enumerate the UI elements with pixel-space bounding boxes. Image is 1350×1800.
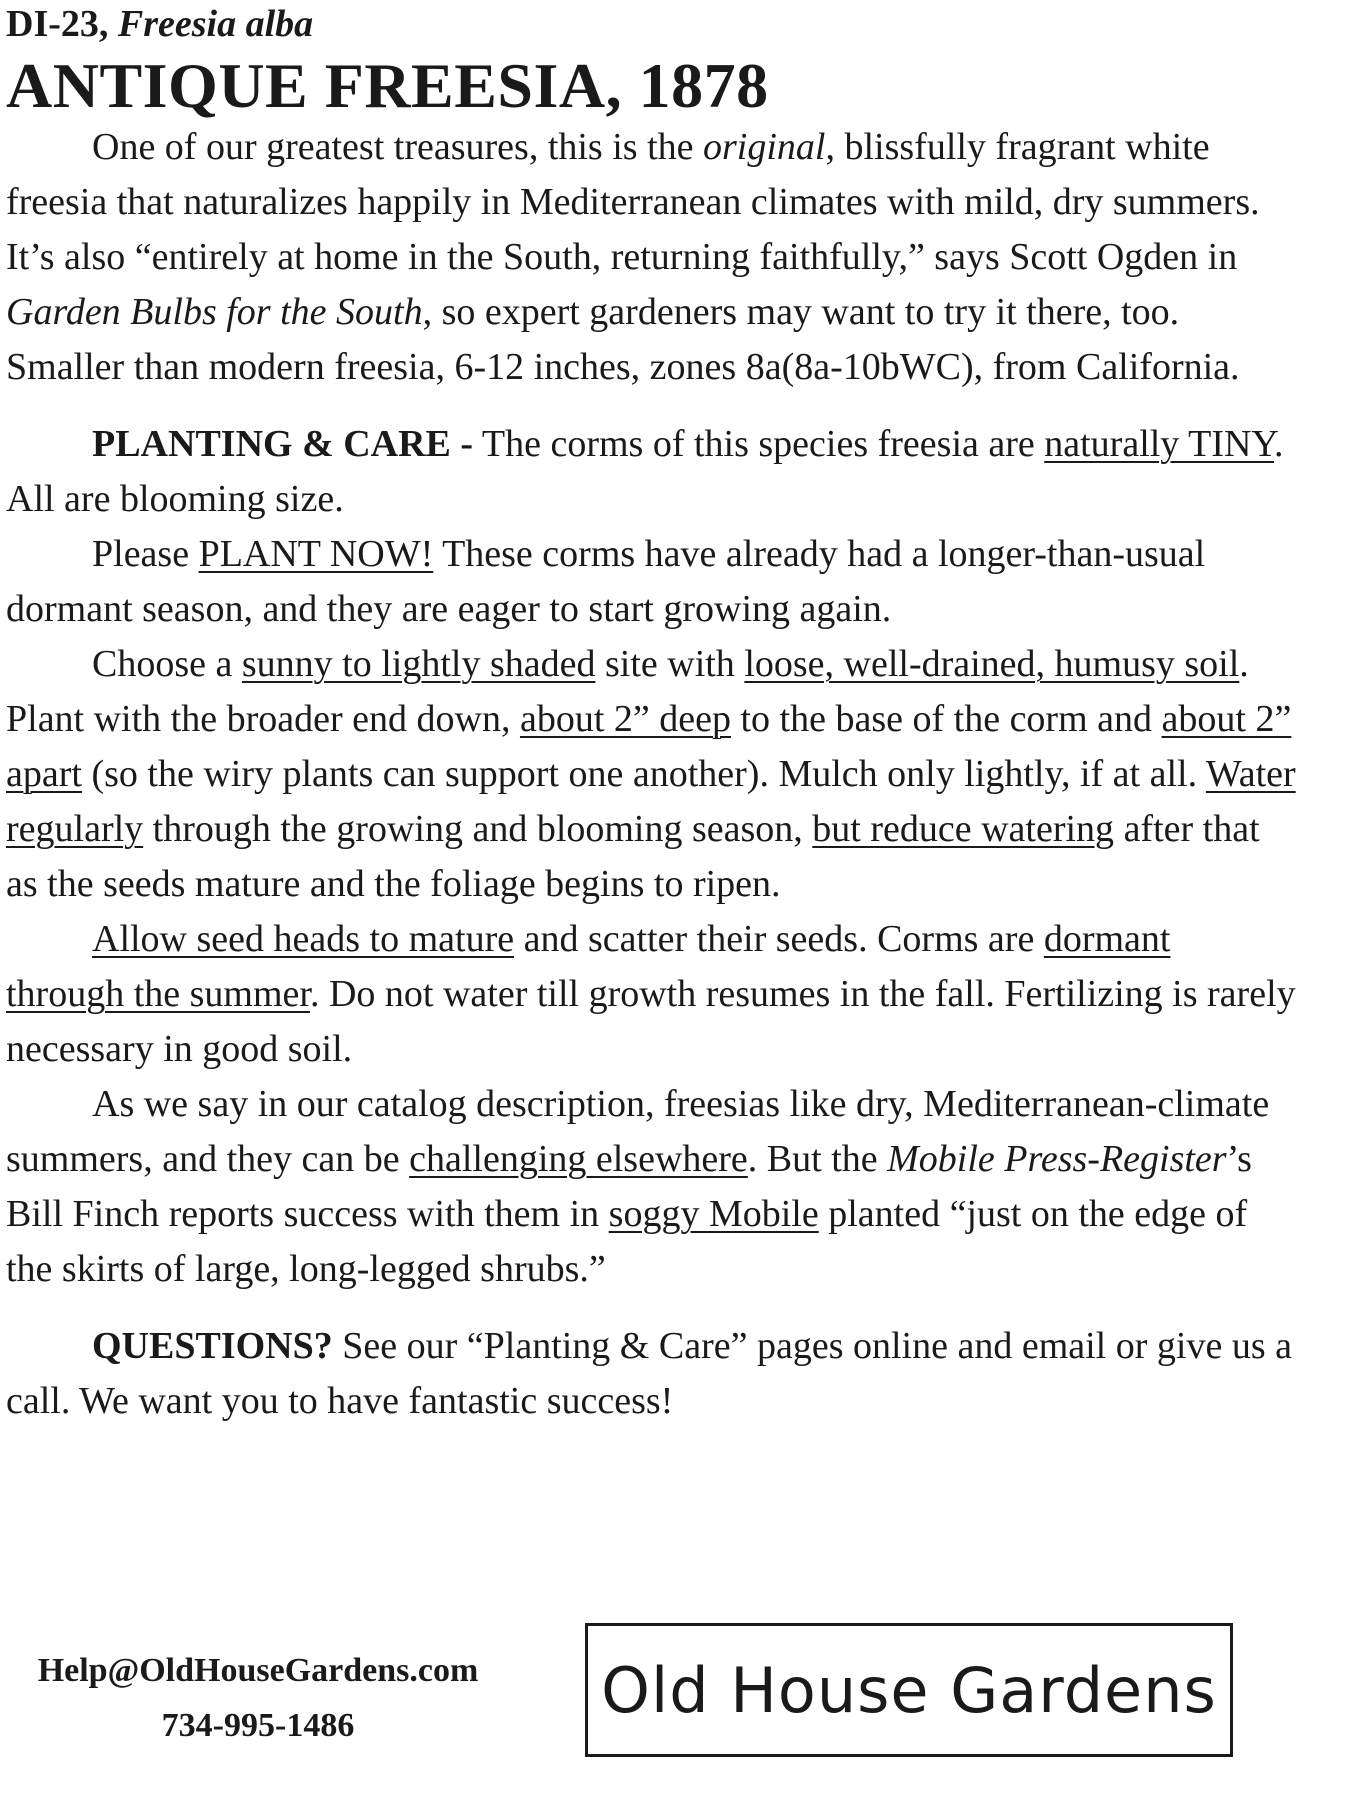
email-link[interactable]: Help@OldHouseGardens.com [37, 1652, 479, 1689]
questions-paragraph: QUESTIONS? See our “Planting & Care” pages online and email or give us a call. We want you to have fantastic success! [6, 1325, 1292, 1422]
product-code: DI-23, [6, 3, 118, 45]
product-code-line [6, 0, 1296, 48]
planting-care-paragraph: PLANTING & CARE - The corms of this species freesia are naturally TINY. All are blooming size. [6, 423, 1284, 520]
logo: Old House Gardens [601, 1653, 1217, 1727]
questions-heading: QUESTIONS? [92, 1325, 333, 1367]
plant-now-paragraph: Please PLANT NOW! These corms have already had a longer-than-usual dormant season, and they are eager to start growing again. [6, 533, 1206, 630]
site-paragraph: Choose a sunny to lightly shaded site with loose, well-drained, humusy soil. Plant with the broader end down, about 2” deep to the base of the corm and about 2” apart (so the wiry plants can support one another). Mulch only lightly, if at all. Water regularly through the growing and blooming season, but reduce watering after that as the seeds mature and the foliage begins to ripen. [6, 643, 1296, 905]
document-page [6, 0, 1296, 1429]
logo-box [585, 1623, 1233, 1757]
seeds-paragraph: Allow seed heads to mature and scatter their seeds. Corms are dormant through the summer. Do not water till growth resumes in the fall. Fertilizing is rarely necessary in good soil. [6, 918, 1296, 1070]
phone-number: 734-995-1486 [161, 1707, 355, 1744]
contact-block [8, 1643, 508, 1753]
species-name: Freesia alba [117, 3, 314, 45]
page-title: ANTIQUE FREESIA, 1878 [6, 50, 769, 121]
planting-care-heading: PLANTING & CARE - [92, 423, 474, 465]
catalog-paragraph: As we say in our catalog description, freesias like dry, Mediterranean-climate summers, and they can be challenging elsewhere. But the Mobile Press-Register’s Bill Finch reports success with them in soggy Mobile planted “just on the edge of the skirts of large, long-legged shrubs.” [6, 1083, 1270, 1290]
intro-paragraph: One of our greatest treasures, this is the original, blissfully fragrant white freesia that naturalizes happily in Mediterranean climates with mild, dry summers. It’s also “entirely at home in the South, returning faithfully,” says Scott Ogden in Garden Bulbs for the South, so expert gardeners may want to try it there, too. Smaller than modern freesia, 6-12 inches, zones 8a(8a-10bWC), from California. [6, 126, 1260, 388]
